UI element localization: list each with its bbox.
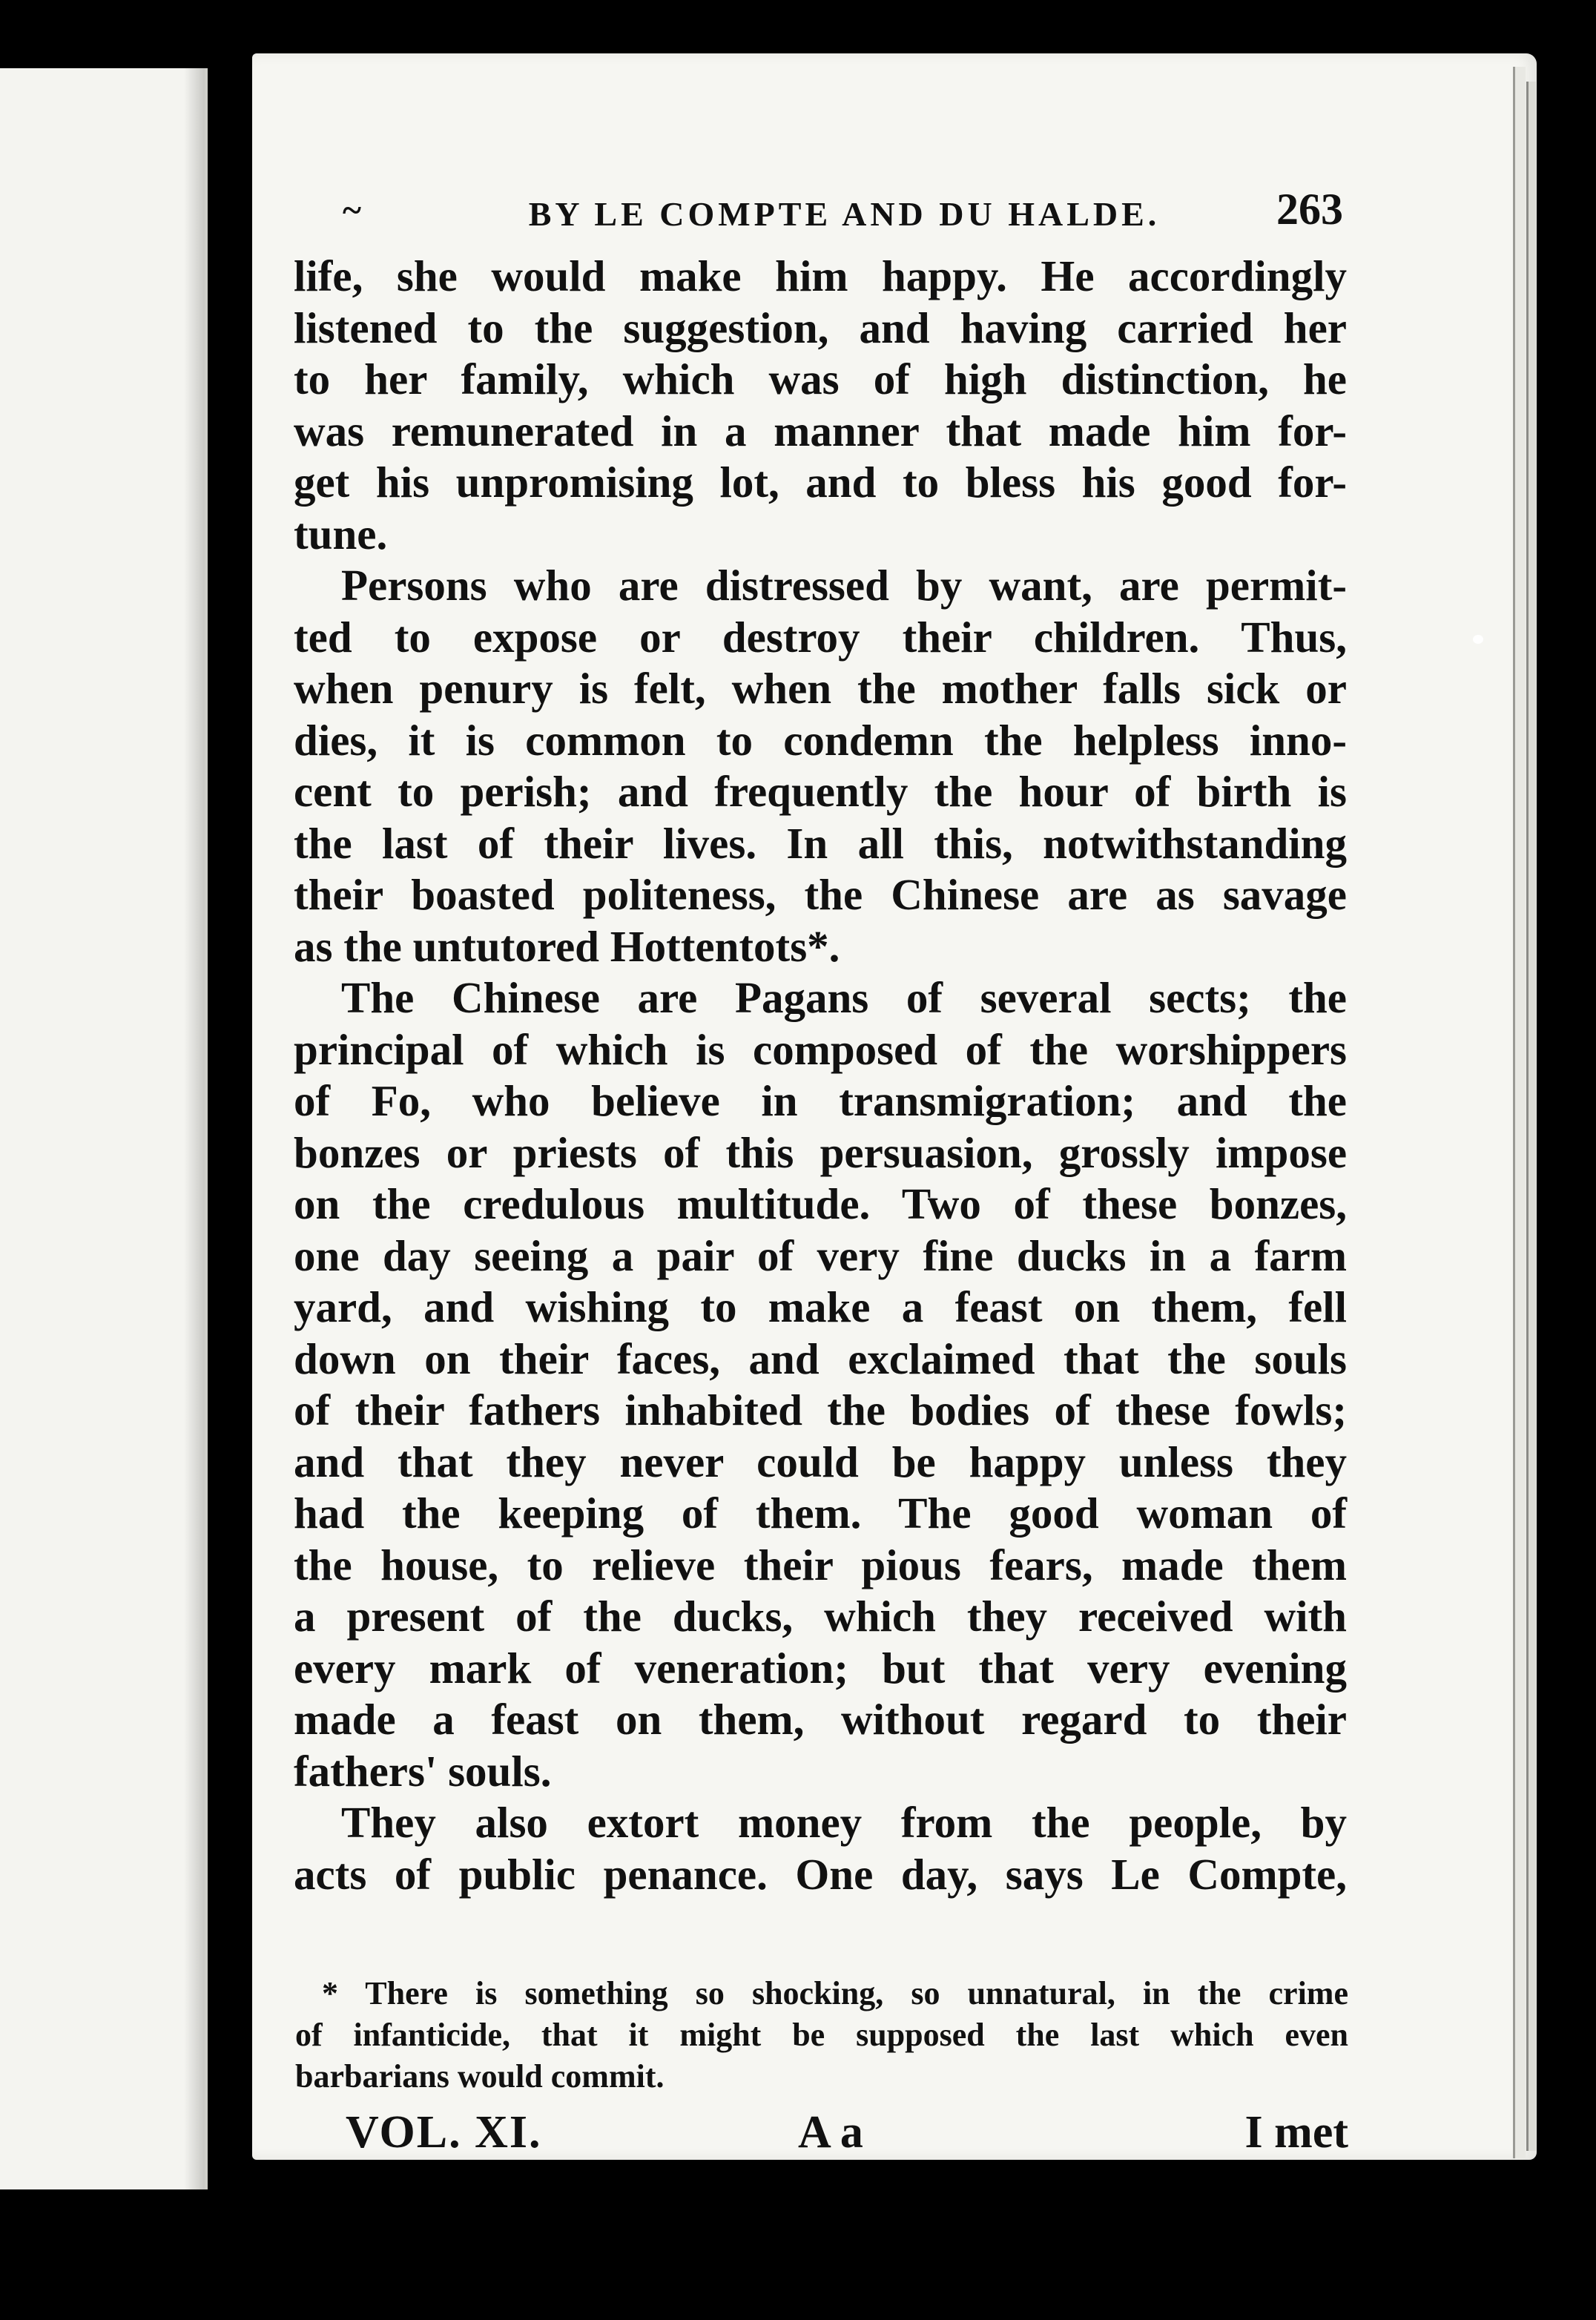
text-line: The Chinese are Pagans of several sects; the xyxy=(341,973,1347,1022)
text-line: fathers' souls. xyxy=(294,1746,552,1796)
text-line: made a feast on them, without regard to their xyxy=(294,1695,1347,1744)
text-line: their boasted politeness, the Chinese are as savage xyxy=(294,870,1347,919)
text-line: They also extort money from the people, by xyxy=(341,1798,1347,1847)
gutter-shadow xyxy=(184,68,205,2189)
text-line: ted to expose or destroy their children. Thus, xyxy=(294,612,1347,662)
body-text xyxy=(294,251,1347,1900)
footnote-line: of infanticide, that it might be supposed the last which even xyxy=(295,2017,1348,2053)
text-line: get his unpromising lot, and to bless his good for- xyxy=(294,458,1347,507)
text-line: acts of public penance. One day, says Le Compte, xyxy=(294,1849,1347,1899)
text-line: tune. xyxy=(294,509,388,558)
footnote-line: barbarians would commit. xyxy=(295,2058,665,2095)
running-head: BY LE COMPTE AND DU HALDE. xyxy=(528,195,1161,233)
text-line: as the untutored Hottentots*. xyxy=(294,921,840,971)
text-line: life, she would make him happy. He accordingly xyxy=(294,251,1347,300)
text-line: the last of their lives. In all this, notwithstanding xyxy=(294,818,1347,868)
page-number: 263 xyxy=(1276,185,1343,234)
page-header xyxy=(343,185,1343,246)
text-line: Persons who are distressed by want, are permit- xyxy=(341,561,1347,610)
paper-speck xyxy=(1473,635,1483,644)
text-line: of Fo, who believe in transmigration; and the xyxy=(294,1076,1347,1125)
page-footer xyxy=(346,2106,1348,2166)
text-line: had the keeping of them. The good woman of xyxy=(294,1489,1347,1538)
text-line: when penury is felt, when the mother falls sick or xyxy=(294,664,1347,713)
text-line: down on their faces, and exclaimed that the souls xyxy=(294,1334,1347,1383)
text-line: dies, it is common to condemn the helpless inno- xyxy=(294,715,1347,765)
text-line: and that they never could be happy unless they xyxy=(294,1437,1347,1486)
volume-label: VOL. XI. xyxy=(346,2107,542,2158)
text-line: every mark of veneration; but that very evening xyxy=(294,1643,1347,1693)
signature-mark: A a xyxy=(798,2107,863,2158)
text-line: listened to the suggestion, and having carried her xyxy=(294,303,1347,352)
catchword: I met xyxy=(1244,2107,1348,2158)
text-line: bonzes or priests of this persuasion, grossly impose xyxy=(294,1127,1347,1177)
text-line: a present of the ducks, which they received with xyxy=(294,1592,1347,1641)
left-page xyxy=(0,68,208,2189)
page-edge xyxy=(1513,67,1526,2158)
footnote xyxy=(295,1973,1348,2097)
page-edge xyxy=(1526,82,1536,2151)
footnote-line: * There is something so shocking, so unnatural, in the crime xyxy=(322,1975,1348,2011)
text-line: on the credulous multitude. Two of these bonzes, xyxy=(294,1179,1347,1228)
text-line: to her family, which was of high distinction, he xyxy=(294,355,1347,403)
header-mark: ~ xyxy=(343,191,365,230)
text-line: one day seeing a pair of very fine ducks in a farm xyxy=(294,1230,1347,1280)
text-line: was remunerated in a manner that made him for- xyxy=(294,406,1347,455)
text-line: of their fathers inhabited the bodies of these fowls; xyxy=(294,1385,1347,1434)
text-line: principal of which is composed of the worshippers xyxy=(294,1024,1347,1074)
text-line: the house, to relieve their pious fears, made them xyxy=(294,1540,1347,1589)
text-line: yard, and wishing to make a feast on them, fell xyxy=(294,1282,1347,1331)
text-line: cent to perish; and frequently the hour of birth is xyxy=(294,767,1347,816)
